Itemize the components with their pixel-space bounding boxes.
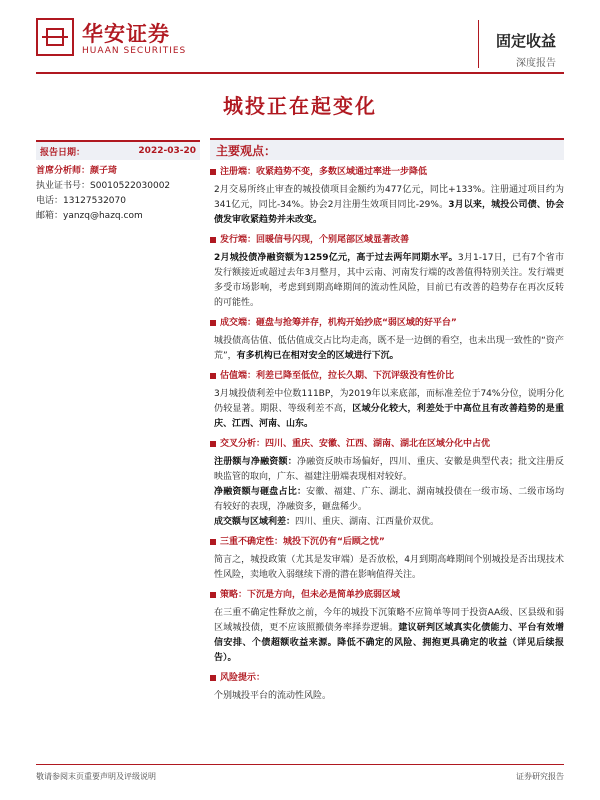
- section-title: 注册端：收紧趋势不变，多数区域通过率进一步降低: [210, 166, 564, 179]
- section-body: 在三重不确定性释放之前，今年的城投下沉策略不应简单等同于投资AA级、区县级和弱区域城投债，更不应该照搬债务率择券逻辑。建议研判区域真实化债能力、平台有效增信安排、个债超额收益来源。降低不确定的风险、拥抱更具确定的收益（详见后续报告）。: [214, 608, 564, 663]
- report-type: 深度报告: [516, 58, 556, 69]
- logo-name-cn: 华安证券: [82, 21, 170, 46]
- bullet-square-icon: [210, 169, 216, 175]
- section-title: 发行端：回暖信号闪现，个别尾部区域显著改善: [210, 234, 564, 247]
- section-title: 风险提示：: [210, 672, 564, 685]
- section-body: 3月城投债利差中位数111BP，为2019年以来底部，而标准差位于74%分位，说明分化仍较显著。期限、等级利差不高，区域分化较大，利差处于中高位且有改善趋势的是重庆、江西、河南、山东。: [214, 389, 564, 429]
- company-logo-icon: [36, 18, 74, 56]
- bullet-square-icon: [210, 373, 216, 379]
- section-body: 个别城投平台的流动性风险。: [214, 691, 332, 701]
- bullet-square-icon: [210, 320, 216, 326]
- report-category: 固定收益: [495, 32, 556, 50]
- header-rule: [36, 72, 564, 74]
- section-body: 2月交易所终止审查的城投债项目金额约为477亿元，同比+133%。注册通过项目约为341亿元，同比-34%。协会2月注册生效项目同比-29%。3月以来，城投公司债、协会债发审收紧趋势并未改变。: [214, 185, 564, 225]
- analyst-name: 首席分析师：颜子琦: [36, 166, 118, 176]
- page-footer: [36, 764, 564, 788]
- report-header: [0, 0, 600, 80]
- bullet-square-icon: [210, 237, 216, 243]
- bullet-square-icon: [210, 592, 216, 598]
- phone-number: 电话：13127532070: [36, 196, 126, 206]
- report-date-label: 报告日期：: [40, 147, 86, 158]
- email-address[interactable]: 邮箱：yanzq@hazq.com: [36, 211, 143, 221]
- author-info-panel: [36, 140, 200, 224]
- report-date-value: 2022-03-20: [138, 146, 196, 156]
- report-label: 证券研究报告: [516, 772, 564, 781]
- section-title: 策略：下沉是方向，但未必是简单抄底弱区域: [210, 589, 564, 602]
- document-title: 城投正在起变化: [223, 94, 377, 118]
- section-body: 2月城投债净融资额为1259亿元，高于过去两年同期水平。3月1-17日，已有7个省市发行额接近或超过去年3月整月，其中云南、河南发行端的改善值得特别关注。发行端更多受市场影响，考虑到到期高峰期间的流动性风险，目前已有改善的趋势存在再次反转的可能性。: [214, 253, 564, 308]
- bullet-square-icon: [210, 539, 216, 545]
- bullet-square-icon: [210, 675, 216, 681]
- section-title: 估值端：利差已降至低位，拉长久期、下沉评级没有性价比: [210, 370, 564, 383]
- section-body: 注册额与净融资额：净融资反映市场偏好，四川、重庆、安徽是典型代表；批文注册反映监管的取向，广东、福建注册端表现相对较好。 净融资额与砸盘占比：安徽、福建、广东、湖北、湖南城投债在一级市场、二级市场均有较好的表现，净融资多，砸盘稀少。 成交额与区域利差：四川、重庆、湖南、江西量价双优。: [214, 457, 564, 527]
- main-points-panel: [210, 138, 564, 704]
- report-date-row: [36, 140, 200, 160]
- section-body: 城投债高估值、低估值成交占比均走高，既不是一边倒的看空，也未出现一致性的“资产荒”，有多机构已在相对安全的区域进行下沉。: [214, 336, 564, 361]
- section-title: 交叉分析：四川、重庆、安徽、江西、湖南、湖北在区域分化中占优: [210, 438, 564, 451]
- section-title: 成交端：砸盘与抢筹并存，机构开始抄底“弱区域的好平台”: [210, 317, 564, 330]
- main-points-heading: 主要观点：: [210, 138, 564, 160]
- header-divider: [478, 20, 479, 68]
- section-title: 三重不确定性：城投下沉仍有“后顾之忧”: [210, 536, 564, 549]
- certificate-number: 执业证书号：S0010522030002: [36, 181, 171, 191]
- disclaimer-note: 敬请参阅末页重要声明及评级说明: [36, 772, 156, 781]
- logo-name-en: HUAAN SECURITIES: [82, 46, 187, 56]
- bullet-square-icon: [210, 441, 216, 447]
- section-body: 简言之，城投政策（尤其是发审端）是否放松，4月到期高峰期间个别城投是否出现技术性风险，卖地收入弱继续下滑的潜在影响值得关注。: [214, 555, 564, 580]
